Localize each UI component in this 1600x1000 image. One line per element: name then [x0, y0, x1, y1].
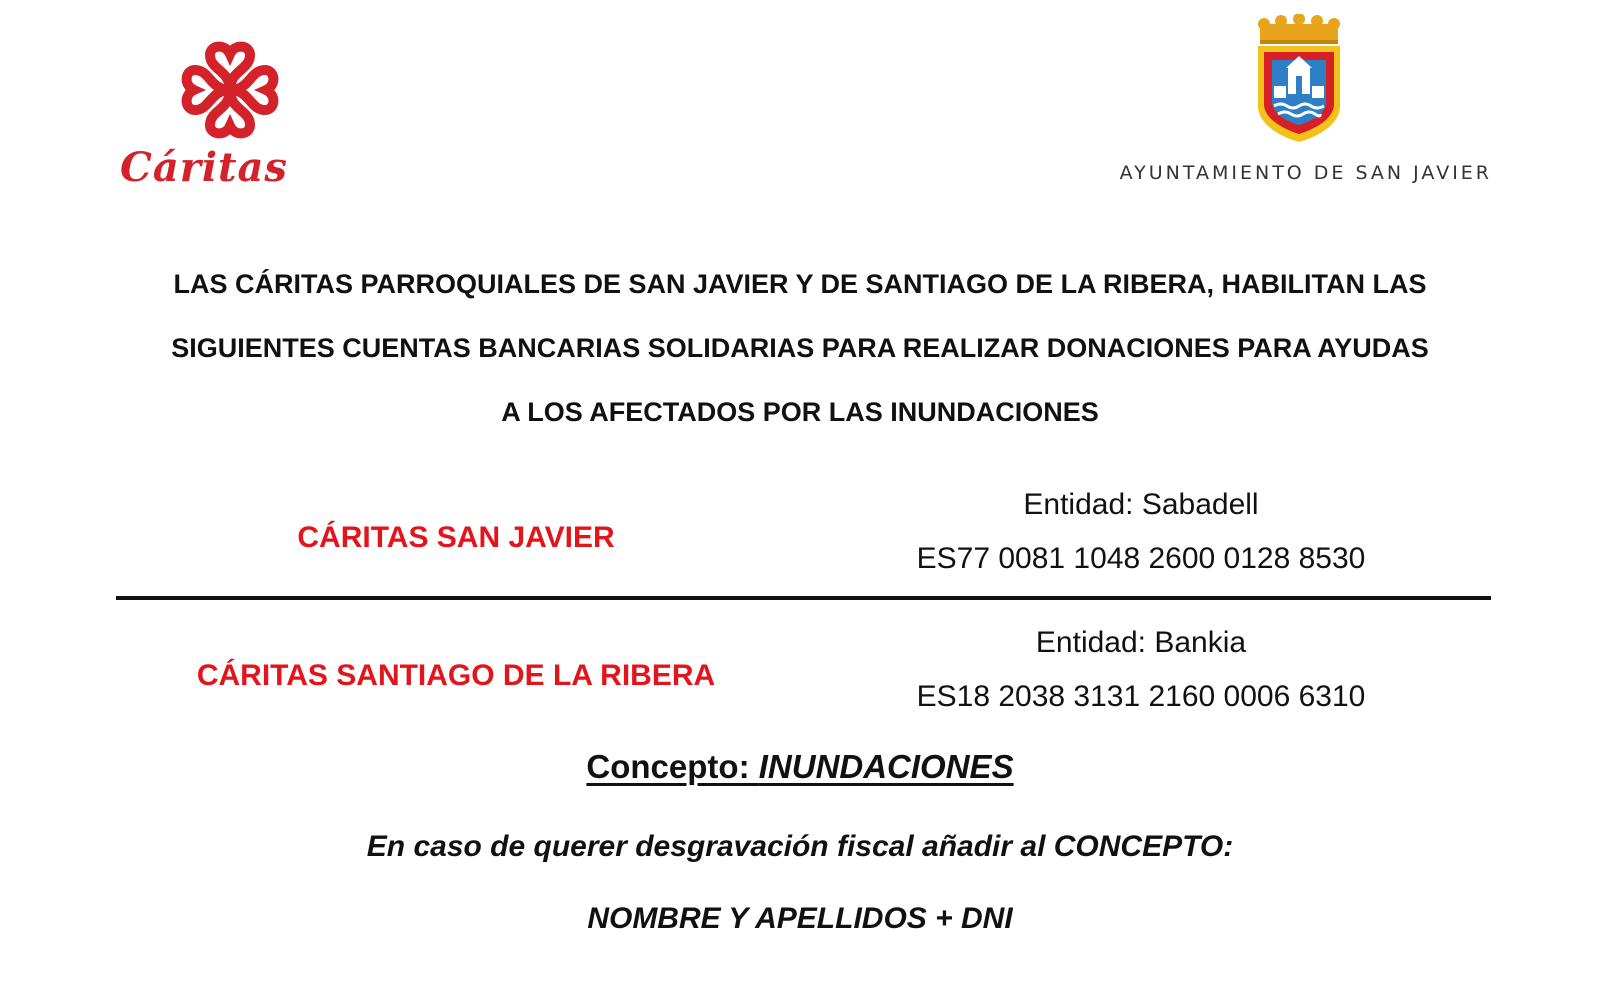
headline-line: SIGUIENTES CUENTAS BANCARIAS SOLIDARIAS PARA REALIZAR DONACIONES PARA AYUDAS	[171, 333, 1429, 363]
headline-line: A LOS AFECTADOS POR LAS INUNDACIONES	[501, 397, 1099, 427]
caritas-wordmark: Cáritas	[120, 144, 288, 191]
account-row	[116, 616, 1486, 736]
bank-entity: Entidad: Sabadell	[1023, 488, 1259, 521]
bank-entity: Entidad: Bankia	[1035, 626, 1247, 659]
org-name: CÁRITAS SANTIAGO DE LA RIBERA	[196, 659, 716, 692]
tax-note: En caso de querer desgravación fiscal añadir al CONCEPTO:	[366, 830, 1234, 863]
caritas-cross-icon	[180, 40, 280, 140]
bank-info	[796, 616, 1486, 724]
org-name: CÁRITAS SAN JAVIER	[297, 521, 615, 554]
caritas-logo	[120, 40, 330, 190]
concept	[0, 748, 1600, 786]
bank-info	[796, 478, 1486, 586]
ayuntamiento-logo	[1112, 14, 1492, 189]
divider	[116, 596, 1491, 600]
account-row	[116, 478, 1486, 598]
headline	[120, 252, 1480, 444]
bank-iban: ES18 2038 3131 2160 0006 6310	[916, 680, 1366, 713]
concept-label: Concepto:	[586, 748, 759, 785]
coat-of-arms-icon	[1254, 14, 1344, 144]
tax-detail: NOMBRE Y APELLIDOS + DNI	[587, 902, 1013, 935]
concept-value: INUNDACIONES	[758, 748, 1014, 785]
town-name: AYUNTAMIENTO DE SAN JAVIER	[1119, 162, 1492, 184]
bank-iban: ES77 0081 1048 2600 0128 8530	[916, 542, 1366, 575]
concept-line	[586, 748, 1013, 785]
headline-line: LAS CÁRITAS PARROQUIALES DE SAN JAVIER Y DE SANTIAGO DE LA RIBERA, HABILITAN LAS	[173, 269, 1427, 299]
